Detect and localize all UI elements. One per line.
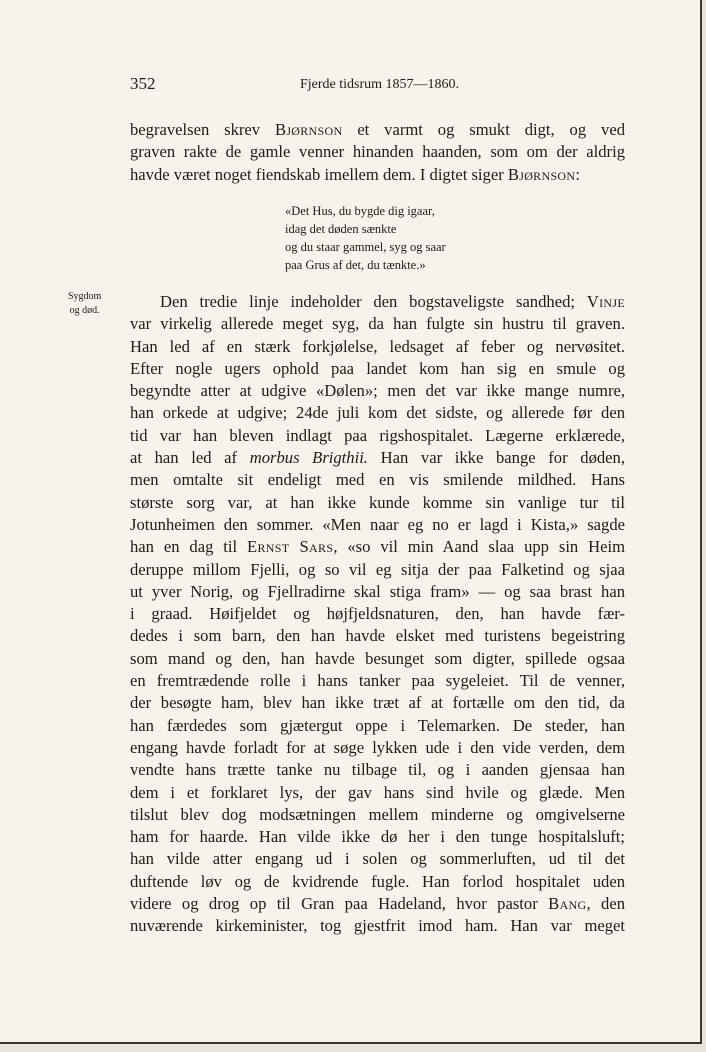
poem-line: «Det Hus, du bygde dig igaar, [285,204,435,218]
text-span: største sorg var, at han ikke kunde komme sin vanlige tur til [130,492,625,512]
text-line [130,492,625,514]
text-span: ut yver Norig, og Fjellradirne skal stiga fram» — og saa brast han [130,581,625,601]
text-span: han vilde atter engang ud i solen og sommerluften, ud til det [130,849,625,869]
text-span: tid var han bleven indlagt paa rigshospitalet. Lægerne erklærede, [130,425,625,445]
marginal-note-line: og død. [69,305,100,316]
text-line [130,893,625,915]
small-caps-name: Bjørnson [274,120,343,139]
text-line [130,402,625,424]
text-line [130,782,625,804]
text-line [130,625,625,647]
text-span: han færdedes som gjætergut oppe i Telemarken. De steder, han [130,715,625,735]
running-title: Fjerde tidsrum 1857—1860. [300,77,460,92]
text-line [130,380,625,402]
text-line [130,425,625,447]
text-line [130,469,625,491]
text-span: Den tredie linje indeholder den bogstaveligste sandhed; [160,292,587,311]
text-line [130,648,625,670]
text-span: at han led af [130,448,250,468]
text-span: tilslut blev dog modsætningen mellem minderne og omgivelserne [130,804,625,824]
text-line [130,141,625,163]
text-span: Han var ikke bange for døden, [367,448,625,468]
text-span: i graad. Høifjeldet og højfjeldsnaturen, den, han havde fær- [130,604,625,624]
poem-quote [285,202,446,274]
small-caps-name: Bjørnson [507,164,576,184]
text-line [130,915,625,937]
text-span: ham for haarde. Han vilde ikke dø her i den tunge hospitalsluft; [130,827,625,847]
text-line [130,715,625,737]
text-line [130,164,625,186]
paragraph-sickness-death [130,291,625,938]
text-span: deruppe millom Fjelli, og so vil eg sitja der paa Falketind og sjaa [130,559,625,579]
text-line [130,759,625,781]
small-caps-name: Bang [548,894,587,914]
text-span: dedes i som barn, den han havde elsket med turistens begeistring [130,626,625,646]
text-span: men omtalte sit endeligt med en vis smilende mildhed. Hans [130,470,625,490]
text-span: som mand og den, han havde besunget som digter, spillede ogsaa [130,648,625,668]
text-span: videre og drog op til Gran paa Hadeland, hvor pastor [130,894,549,914]
text-span: vendte hans trætte tanke nu tilbage til, og i aanden gjensaa han [130,760,625,780]
text-line [130,581,625,603]
small-caps-name: Ernst Sars [247,537,334,557]
text-span: han en dag til [130,537,248,557]
text-line [130,336,625,358]
poem-line: paa Grus af det, du tænkte.» [285,258,426,272]
text-span: et varmt og smukt digt, og ved [342,120,625,139]
text-line [130,536,625,558]
text-span: der besøgte ham, blev han ikke træt af at fortælle om den tid, da [130,693,625,713]
italic-term: morbus Brigthii. [249,448,368,468]
text-line [130,670,625,692]
paragraph-continued [130,119,625,186]
text-span: : [575,164,580,184]
text-line [130,826,625,848]
text-span: var virkelig allerede meget syg, da han fulgte sin hustru til graven. [130,314,625,334]
text-line [130,313,625,335]
text-span: graven rakte de gamle venner hinanden haanden, som om der aldrig [130,142,625,162]
text-span: han orkede at udgive; 24de juli kom det sidste, og allerede før den [130,403,625,423]
text-line [130,514,625,536]
text-span: engang havde forladt for at søge lykken ude i den vide verden, dem [130,737,625,757]
marginal-note [68,290,101,318]
text-span: , «so vil min Aand slaa upp sin Heim [333,537,625,557]
text-line [130,358,625,380]
text-line [130,603,625,625]
poem-line: idag det døden sænkte [285,222,397,236]
text-span: Han led af en stærk forkjølelse, ledsaget af feber og nervøsitet. [130,336,625,356]
text-span: havde været noget fiendskab imellem dem. I digtet siger [130,164,508,184]
text-line [130,804,625,826]
poem-line: og du staar gammel, syg og saar [285,240,446,254]
text-line [130,848,625,870]
text-span: dem i et forklaret lys, der gav hans sind hvile og glæde. Men [130,782,625,802]
text-span: Jotunheimen den sommer. «Men naar eg no er lagd i Kista,» sagde [130,514,625,534]
text-line [130,737,625,759]
text-span: begyndte atter at udgive «Dølen»; men det var ikke mange numre, [130,381,625,401]
text-span: begravelsen skrev [130,120,275,139]
page-number: 352 [130,74,156,93]
text-span: Efter nogle ugers ophold paa landet kom han sig en smule og [130,358,625,378]
text-line [130,119,625,141]
text-span: en fremtrædende rolle i hans tanker paa sygeleiet. Til de venner, [130,671,625,691]
text-line [130,447,625,469]
text-line [130,559,625,581]
small-caps-name: Vinje [586,292,625,311]
text-line [130,692,625,714]
text-line [130,291,625,313]
text-span: duftende løv og de kvidrende fugle. Han forlod hospitalet uden [130,871,625,891]
text-span: nuværende kirkeminister, tog gjestfrit imod ham. Han var meget [130,916,625,936]
text-line [130,871,625,893]
marginal-note-line: Sygdom [68,291,102,302]
text-span: , den [586,894,625,914]
